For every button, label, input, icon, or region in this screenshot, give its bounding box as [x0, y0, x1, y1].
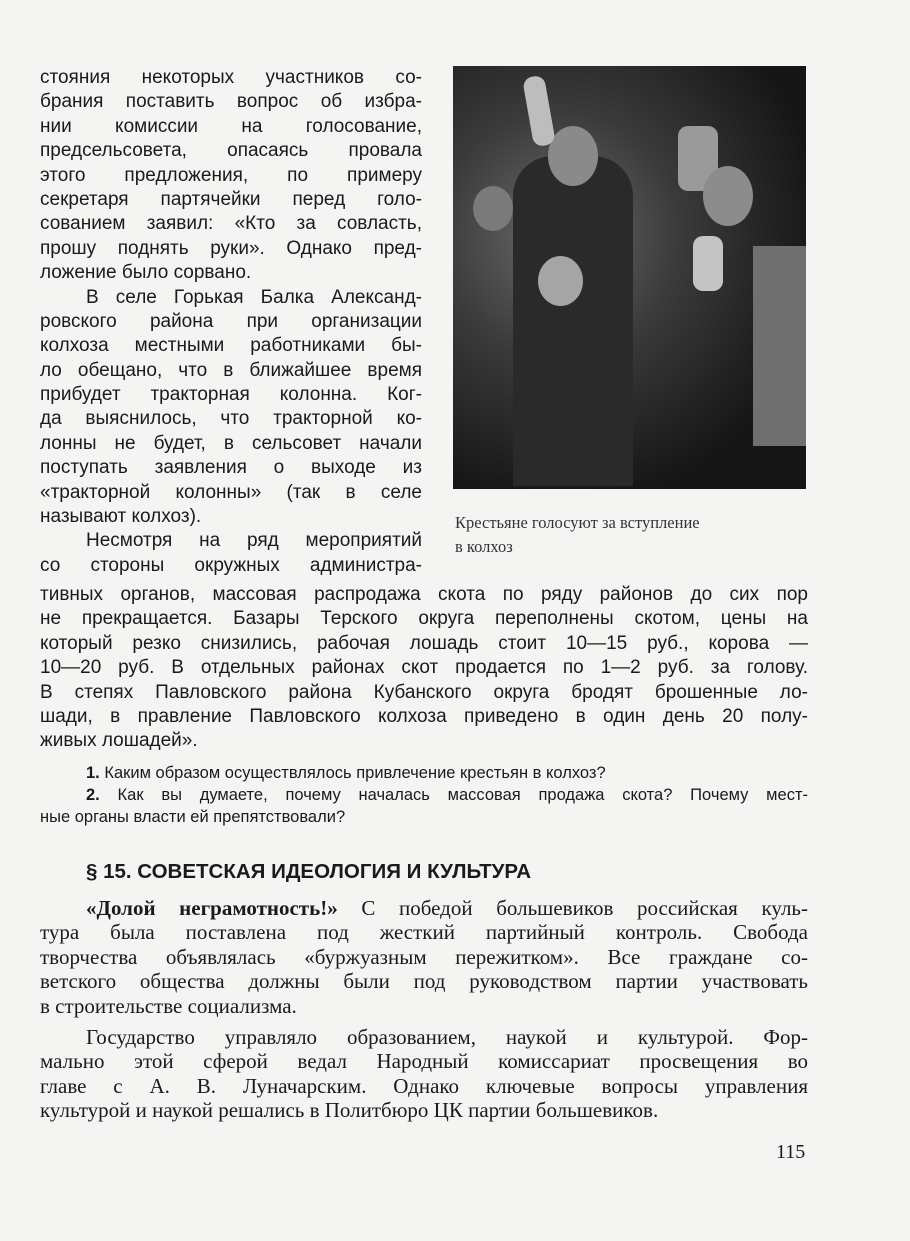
- line-text: ровского района при организации: [40, 310, 422, 332]
- text-line: [40, 705, 808, 729]
- text-line: [40, 729, 808, 753]
- photo-raised-hand: [693, 236, 723, 291]
- text-line: [40, 505, 422, 529]
- text-line: [40, 432, 422, 456]
- text-line: [40, 237, 422, 261]
- line-text: этого предложения, по примеру: [40, 164, 422, 186]
- line-text: колхоза местными работниками бы-: [40, 335, 422, 357]
- text-line: [40, 632, 808, 656]
- line-text: прибудет тракторная колонна. Ког-: [40, 384, 422, 406]
- line-text: ложение было сорвано.: [40, 262, 252, 284]
- text-line: [40, 407, 422, 431]
- line-text: нии комиссии на голосование,: [40, 115, 422, 137]
- line-text: культурой и наукой решались в Политбюро ЦК партии большевиков.: [40, 1098, 659, 1123]
- photo-raised-hand: [522, 75, 556, 148]
- line-text: предсельсовета, опасаясь провала: [40, 140, 422, 162]
- photo-face: [703, 166, 753, 226]
- text-line: [40, 1049, 808, 1073]
- line-text: прошу поднять руки». Однако пред-: [40, 237, 422, 259]
- photo-peasants-voting: [453, 66, 806, 489]
- text-line: [40, 529, 422, 553]
- text-line: [40, 994, 808, 1018]
- text-line: [40, 1025, 808, 1049]
- lead-phrase: «Долой неграмотность!»: [86, 896, 338, 920]
- line-text: секретаря партячейки перед голо-: [40, 188, 422, 210]
- text-line: [40, 66, 422, 90]
- text-line: [40, 920, 808, 944]
- text-line: [40, 554, 422, 578]
- question-text: Как вы думаете, почему началась массовая продажа скота? Почему мест-: [117, 786, 808, 804]
- line-text: стояния некоторых участников со-: [40, 67, 422, 88]
- review-questions: [40, 762, 808, 828]
- line-text: не прекращается. Базары Терского округа переполнены скотом, цены на: [40, 608, 808, 630]
- line-text: «тракторной колонны» (так в селе: [40, 481, 422, 503]
- text-line: [40, 188, 422, 212]
- text-line: [40, 261, 422, 285]
- line-text: да выяснилось, что тракторной ко-: [40, 408, 422, 430]
- photo-face: [548, 126, 598, 186]
- section-heading: § 15. СОВЕТСКАЯ ИДЕОЛОГИЯ И КУЛЬТУРА: [86, 860, 532, 883]
- text-line: [40, 286, 422, 310]
- text-line: [40, 359, 422, 383]
- line-text: ветского общества должны были под руководством партии участвовать: [40, 969, 808, 994]
- text-line: [40, 383, 422, 407]
- document-text-continued: [40, 583, 808, 754]
- line-text: С победой большевиков российская куль-: [337, 896, 808, 920]
- line-text: в строительстве социализма.: [40, 993, 297, 1018]
- line-text: живых лошадей».: [40, 730, 198, 752]
- line-text: Государство управляло образованием, наукой и культурой. Фор-: [86, 1024, 808, 1049]
- text-line: [40, 1098, 808, 1122]
- text-line: [40, 456, 422, 480]
- text-line: [40, 896, 808, 920]
- line-text: творчества объявлялась «буржуазным пережитком». Все граждане со-: [40, 944, 808, 969]
- question-item: [40, 784, 808, 806]
- question-item: [40, 806, 808, 828]
- question-text: Каким образом осуществлялось привлечение крестьян в колхоз?: [104, 764, 606, 782]
- line-text: называют колхоз).: [40, 506, 202, 528]
- text-line: [40, 583, 808, 607]
- text-line: [40, 164, 422, 188]
- line-text: поступать заявления о выходе из: [40, 457, 422, 479]
- caption-line: в колхоз: [455, 537, 513, 556]
- line-text: шади, в правление Павловского колхоза приведено в один день 20 полу-: [40, 705, 808, 727]
- line-text: мально этой сферой ведал Народный комиссариат просвещения во: [40, 1049, 808, 1074]
- text-line: [40, 945, 808, 969]
- page-number: 115: [776, 1141, 806, 1163]
- text-line: [40, 607, 808, 631]
- photo-child-face: [538, 256, 583, 306]
- line-text: со стороны окружных администра-: [40, 554, 422, 576]
- question-text: ные органы власти ей препятствовали?: [40, 808, 346, 826]
- text-line: [40, 656, 808, 680]
- caption-line: Крестьяне голосуют за вступление: [455, 513, 700, 532]
- text-line: [40, 115, 422, 139]
- photo-caption: [455, 511, 700, 559]
- text-line: [40, 681, 808, 705]
- text-line: [40, 90, 422, 114]
- line-text: 10—20 руб. В отдельных районах скот продается по 1—2 руб. за голову.: [40, 657, 808, 679]
- question-item: [40, 762, 808, 784]
- section-body-text: [40, 896, 808, 1123]
- line-text: В степях Павловского района Кубанского округа бродят брошенные ло-: [40, 681, 808, 703]
- left-column-text: [40, 66, 422, 578]
- photo-figure: [513, 156, 633, 486]
- text-line: [40, 310, 422, 334]
- photo-figure: [753, 246, 806, 446]
- text-line: [40, 969, 808, 993]
- line-text: который резко снизились, рабочая лошадь стоит 10—15 руб., корова —: [40, 632, 808, 654]
- line-text: брания поставить вопрос об избра-: [40, 91, 422, 113]
- line-text: ло обещано, что в ближайшее время: [40, 359, 422, 381]
- line-text: сованием заявил: «Кто за совласть,: [40, 213, 422, 235]
- question-number: 2.: [86, 786, 100, 804]
- photo-face: [473, 186, 513, 231]
- text-line: [40, 139, 422, 163]
- line-text: лонны не будет, в сельсовет начали: [40, 432, 422, 454]
- line-text: главе с А. В. Луначарским. Однако ключевые вопросы управления: [40, 1073, 808, 1098]
- question-number: 1.: [86, 764, 100, 782]
- text-line: [40, 1074, 808, 1098]
- text-line: [40, 212, 422, 236]
- line-text: Несмотря на ряд мероприятий: [86, 530, 422, 552]
- text-line: [40, 481, 422, 505]
- line-text: тивных органов, массовая распродажа скота по ряду районов до сих пор: [40, 584, 808, 605]
- text-line: [40, 334, 422, 358]
- line-text: В селе Горькая Балка Александ-: [86, 286, 422, 308]
- line-text: тура была поставлена под жесткий партийный контроль. Свобода: [40, 920, 808, 945]
